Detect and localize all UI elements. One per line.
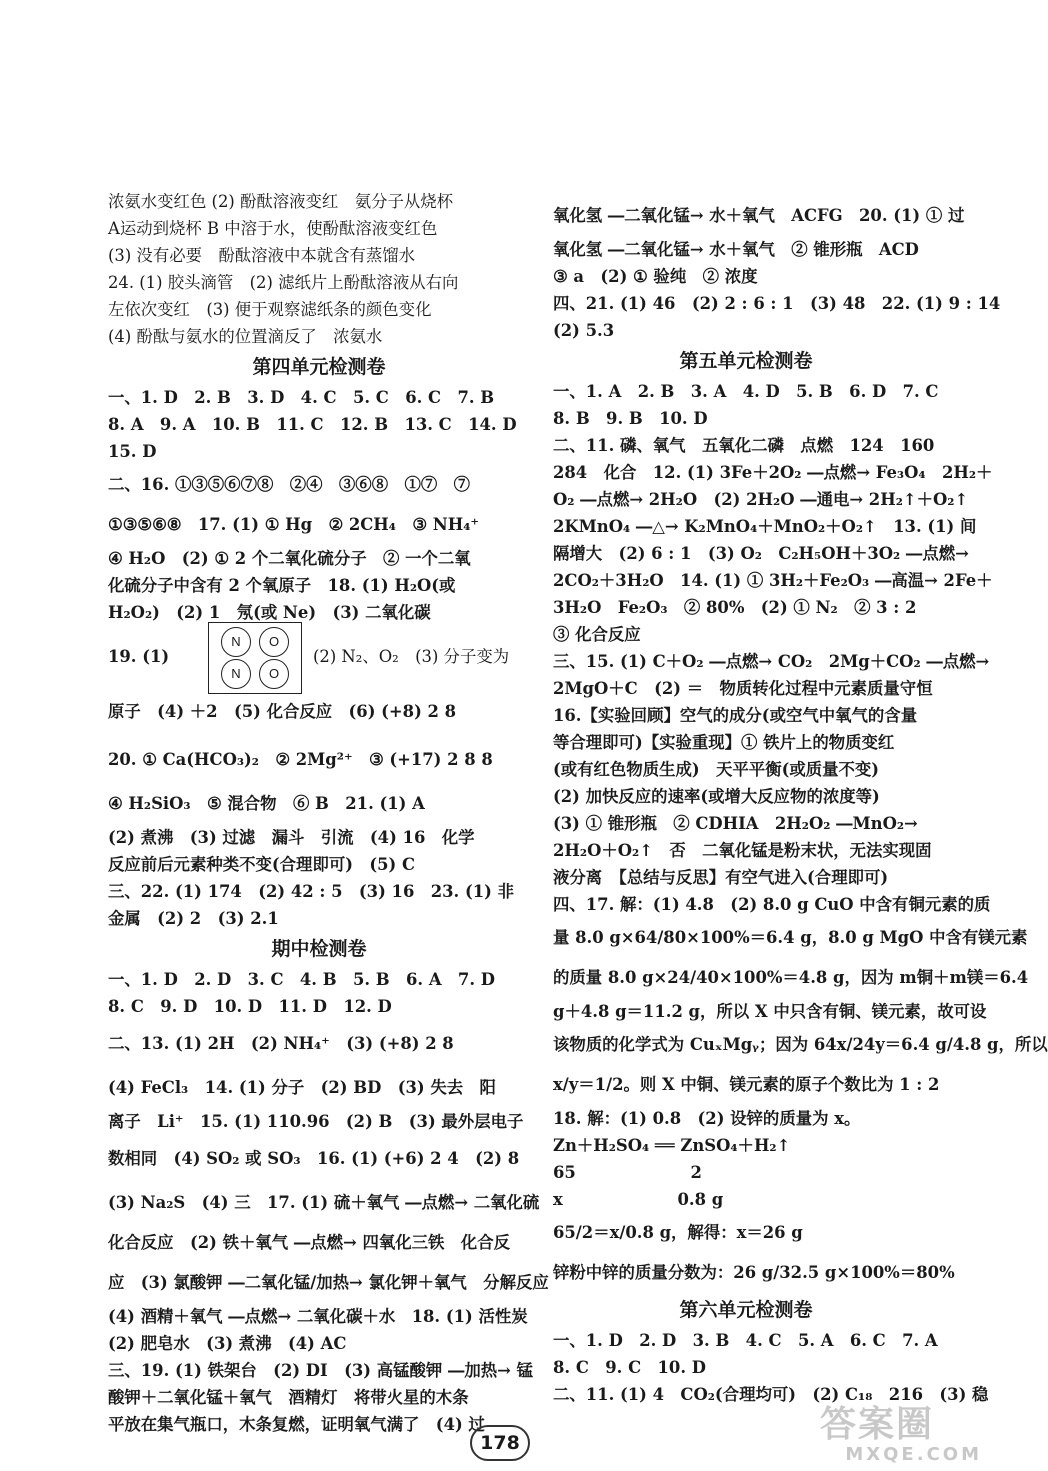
q19-label: 19. (1) bbox=[108, 647, 170, 666]
answer-line: H₂O₂) (2) 1 氖(或 Ne) (3) 二氧化碳 bbox=[108, 603, 431, 622]
answer-line: A运动到烧杯 B 中溶于水，使酚酞溶液变红色 bbox=[108, 219, 438, 238]
answer-line: O₂ ―点燃→ 2H₂O (2) 2H₂O ―通电→ 2H₂↑＋O₂↑ bbox=[553, 490, 969, 509]
answer-line: 三、19. (1) 铁架台 (2) DI (3) 高锰酸钾 ―加热→ 锰 bbox=[108, 1361, 533, 1380]
answer-line: 四、21. (1) 46 (2) 2 : 6 : 1 (3) 48 22. (1) 9 : 14 bbox=[553, 294, 1001, 313]
answer-line: 一、1. D 2. D 3. C 4. B 5. B 6. A 7. D bbox=[108, 970, 495, 989]
answer-line: 氧化氢 ―二氧化锰→ 水＋氧气 ② 锥形瓶 ACD bbox=[553, 240, 919, 259]
answer-line: ③ a (2) ① 验纯 ② 浓度 bbox=[553, 267, 758, 286]
answer-line: 应 (3) 氯酸钾 ―二氧化锰/加热→ 氯化钾＋氧气 分解反应 bbox=[108, 1273, 549, 1292]
answer-line: 65 2 bbox=[553, 1163, 702, 1182]
answer-line: 左依次变红 (3) 便于观察滤纸条的颜色变化 bbox=[108, 300, 432, 319]
answer-line: g＋4.8 g＝11.2 g，所以 X 中只含有铜、镁元素，故可设 bbox=[553, 1002, 987, 1021]
left-column bbox=[108, 188, 549, 1438]
answer-line: ④ H₂SiO₃ ⑤ 混合物 ⑥ B 21. (1) A bbox=[108, 794, 425, 813]
page-number bbox=[470, 1425, 528, 1459]
answer-line: 2CO₂＋3H₂O 14. (1) ① 3H₂＋Fe₂O₃ ―高温→ 2Fe＋ bbox=[553, 571, 993, 590]
answer-line: 8. B 9. B 10. D bbox=[553, 409, 708, 428]
answer-line: 2H₂O＋O₂↑ 否 二氧化锰是粉末状，无法实现固 bbox=[553, 841, 932, 860]
answer-line: (3) ① 锥形瓶 ② CDHIA 2H₂O₂ ―MnO₂→ bbox=[553, 814, 918, 833]
answer-line: Zn＋H₂SO₄ ══ ZnSO₄＋H₂↑ bbox=[553, 1136, 791, 1155]
answer-line: 平放在集气瓶口，木条复燃，证明氧气满了 (4) 过 bbox=[108, 1415, 485, 1434]
unit4-answers bbox=[108, 384, 530, 932]
answer-line: 离子 Li⁺ 15. (1) 110.96 (2) B (3) 最外层电子 bbox=[108, 1112, 524, 1131]
answer-line: 二、13. (1) 2H (2) NH₄⁺ (3) (+8) 2 8 bbox=[108, 1034, 454, 1053]
answer-line: 化合反应 (2) 铁＋氧气 ―点燃→ 四氧化三铁 化合反 bbox=[108, 1233, 510, 1252]
answer-line: 8. C 9. D 10. D 11. D 12. D bbox=[108, 997, 392, 1016]
answer-line: 16.【实验回顾】空气的成分(或空气中氧气的含量 bbox=[553, 706, 918, 725]
answer-line: (4) FeCl₃ 14. (1) 分子 (2) BD (3) 失去 阳 bbox=[108, 1078, 496, 1097]
answer-line: (4) 酚酞与氨水的位置滴反了 浓氨水 bbox=[108, 327, 383, 346]
molecule-diagram bbox=[208, 622, 302, 694]
answer-line: x/y＝1/2。则 X 中铜、镁元素的原子个数比为 1 : 2 bbox=[553, 1075, 940, 1094]
answer-line: 2MgO＋C (2) ＝ 物质转化过程中元素质量守恒 bbox=[553, 679, 933, 698]
answer-line: 氧化氢 ―二氧化锰→ 水＋氧气 ACFG 20. (1) ① 过 bbox=[553, 206, 965, 225]
answer-line: 三、15. (1) C＋O₂ ―点燃→ CO₂ 2Mg＋CO₂ ―点燃→ bbox=[553, 652, 990, 671]
atom-n: N bbox=[221, 627, 251, 657]
right-column bbox=[553, 196, 1048, 1408]
atom-o: O bbox=[259, 659, 289, 689]
answer-line: ④ H₂O (2) ① 2 个二氧化硫分子 ② 一个二氧 bbox=[108, 549, 471, 568]
answer-line: x 0.8 g bbox=[553, 1190, 724, 1209]
answer-line: 该物质的化学式为 CuₓMgᵧ；因为 64x/24y＝6.4 g/4.8 g，所以 bbox=[553, 1035, 1048, 1054]
answer-line: 酸钾＋二氧化锰＋氧气 酒精灯 将带火星的木条 bbox=[108, 1388, 469, 1407]
answer-line: 隔增大 (2) 6 : 1 (3) O₂ C₂H₅OH＋3O₂ ―点燃→ bbox=[553, 544, 969, 563]
answer-line: 金属 (2) 2 (3) 2.1 bbox=[108, 909, 279, 928]
answer-line: 等合理即可)【实验重现】① 铁片上的物质变红 bbox=[553, 733, 895, 752]
unit6-title: 第六单元检测卷 bbox=[679, 1299, 813, 1321]
answer-line: 24. (1) 胶头滴管 (2) 滤纸片上酚酞溶液从右向 bbox=[108, 273, 459, 292]
answer-line: 65/2＝x/0.8 g，解得：x＝26 g bbox=[553, 1223, 803, 1242]
unit5-title: 第五单元检测卷 bbox=[679, 350, 813, 372]
answer-line: 2KMnO₄ ―△→ K₂MnO₄＋MnO₂＋O₂↑ 13. (1) 间 bbox=[553, 517, 977, 536]
answer-line: (3) 没有必要 酚酞溶液中本就含有蒸馏水 bbox=[108, 246, 416, 265]
q19-row bbox=[108, 626, 530, 688]
answer-line: 一、1. D 2. B 3. D 4. C 5. C 6. C 7. B bbox=[108, 388, 495, 407]
answer-line: (2) 肥皂水 (3) 煮沸 (4) AC bbox=[108, 1334, 347, 1353]
answer-line: 二、11. 磷、氧气 五氧化二磷 点燃 124 160 bbox=[553, 436, 935, 455]
answer-line: 数相同 (4) SO₂ 或 SO₃ 16. (1) (+6) 2 4 (2) 8 bbox=[108, 1149, 520, 1168]
unit4-title: 第四单元检测卷 bbox=[252, 356, 386, 378]
intro-answers bbox=[108, 188, 530, 350]
unit5-answers bbox=[553, 378, 1048, 1293]
answer-line: (2) 5.3 bbox=[553, 321, 615, 340]
answer-line: ③ 化合反应 bbox=[553, 625, 641, 644]
answer-line: 二、11. (1) 4 CO₂(合理均可) (2) C₁₈ 216 (3) 稳 bbox=[553, 1385, 989, 1404]
answer-line: 浓氨水变红色 (2) 酚酞溶液变红 氨分子从烧杯 bbox=[108, 192, 454, 211]
answer-line: 液分离 【总结与反思】有空气进入(合理即可) bbox=[553, 868, 889, 887]
answer-line: 8. C 9. C 10. D bbox=[553, 1358, 706, 1377]
answer-line: 8. A 9. A 10. B 11. C 12. B 13. C 14. D bbox=[108, 415, 517, 434]
atom-o: O bbox=[259, 627, 289, 657]
answer-line: ①③⑤⑥⑧ 17. (1) ① Hg ② 2CH₄ ③ NH₄⁺ bbox=[108, 515, 480, 534]
answer-line: 原子 (4) ＋2 (5) 化合反应 (6) (+8) 2 8 bbox=[108, 702, 457, 721]
watermark bbox=[820, 1405, 990, 1465]
answer-line: 15. D bbox=[108, 442, 157, 461]
unit6-answers bbox=[553, 1327, 989, 1408]
answer-line: 四、17. 解：(1) 4.8 (2) 8.0 g CuO 中含有铜元素的质 bbox=[553, 895, 991, 914]
answer-line: (2) 煮沸 (3) 过滤 漏斗 引流 (4) 16 化学 bbox=[108, 828, 475, 847]
answer-line: (或有红色物质生成) 天平平衡(或质量不变) bbox=[553, 760, 880, 779]
continued-answers bbox=[553, 196, 1001, 344]
answer-line: 20. ① Ca(HCO₃)₂ ② 2Mg²⁺ ③ (+17) 2 8 8 bbox=[108, 750, 493, 769]
page-number-label: 178 bbox=[470, 1425, 530, 1461]
answer-line: 锌粉中锌的质量分数为：26 g/32.5 g×100%＝80% bbox=[553, 1263, 955, 1282]
answer-line: 18. 解：(1) 0.8 (2) 设锌的质量为 x。 bbox=[553, 1109, 861, 1128]
atom-n: N bbox=[221, 659, 251, 689]
midterm-title: 期中检测卷 bbox=[271, 938, 367, 960]
answer-line: 量 8.0 g×64/80×100%＝6.4 g，8.0 g MgO 中含有镁元素 bbox=[553, 928, 1028, 947]
answer-line: 的质量 8.0 g×24/40×100%＝4.8 g，因为 m铜＋m镁＝6.4 bbox=[553, 968, 1029, 987]
answer-line: 化硫分子中含有 2 个氧原子 18. (1) H₂O(或 bbox=[108, 576, 456, 595]
answer-line: (4) 酒精＋氧气 ―点燃→ 二氧化碳＋水 18. (1) 活性炭 bbox=[108, 1307, 528, 1326]
watermark-main: 答案圈 bbox=[820, 1404, 935, 1445]
midterm-answers bbox=[108, 966, 549, 1438]
answer-line: 三、22. (1) 174 (2) 42 : 5 (3) 16 23. (1) 非 bbox=[108, 882, 514, 901]
answer-line: 反应前后元素种类不变(合理即可) (5) C bbox=[108, 855, 416, 874]
q19-rest: (2) N₂、O₂ (3) 分子变为 bbox=[313, 647, 510, 666]
answer-line: 284 化合 12. (1) 3Fe＋2O₂ ―点燃→ Fe₃O₄ 2H₂＋ bbox=[553, 463, 993, 482]
answer-line: 3H₂O Fe₂O₃ ② 80% (2) ① N₂ ② 3 : 2 bbox=[553, 598, 917, 617]
answer-line: (2) 加快反应的速率(或增大反应物的浓度等) bbox=[553, 787, 880, 806]
answer-line: 一、1. A 2. B 3. A 4. D 5. B 6. D 7. C bbox=[553, 382, 939, 401]
answer-line: 一、1. D 2. D 3. B 4. C 5. A 6. C 7. A bbox=[553, 1331, 938, 1350]
answer-line: (3) Na₂S (4) 三 17. (1) 硫＋氧气 ―点燃→ 二氧化硫 bbox=[108, 1193, 540, 1212]
watermark-sub: MXQE.COM bbox=[845, 1444, 982, 1465]
answer-line: 二、16. ①③⑤⑥⑦⑧ ②④ ③⑥⑧ ①⑦ ⑦ bbox=[108, 475, 471, 494]
